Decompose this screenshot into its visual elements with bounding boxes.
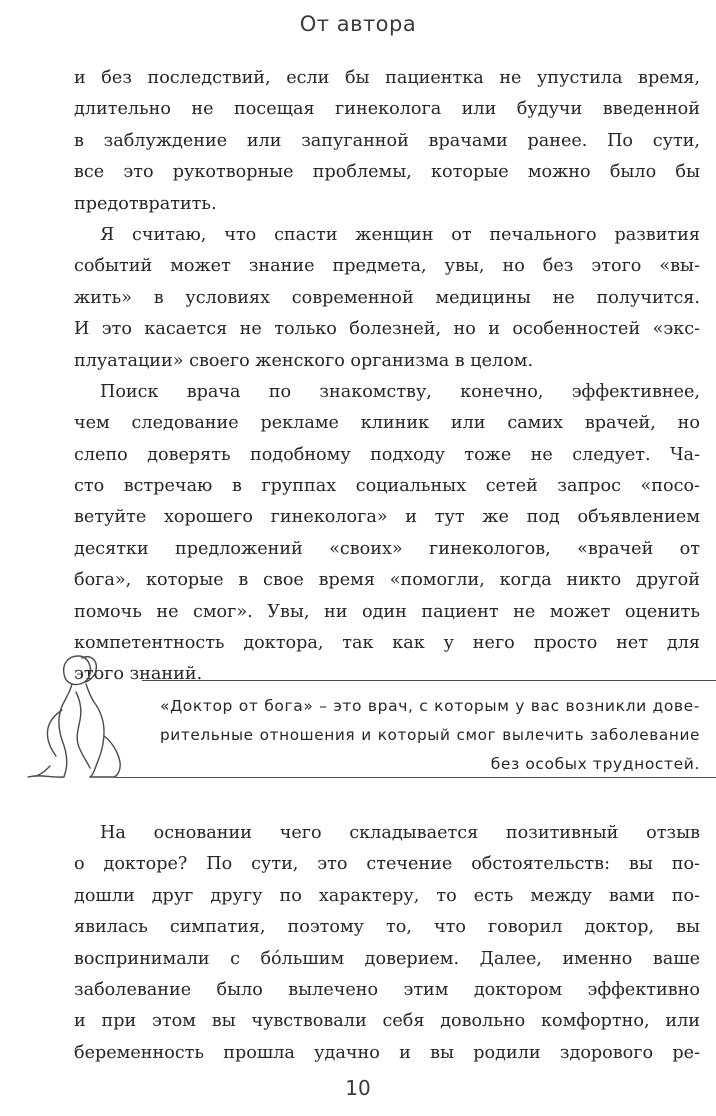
- text-line: беременность прошла удачно и вы родили здорового ре-: [74, 1042, 700, 1063]
- paragraph-first-line: На основании чего складывается позитивный отзыв: [100, 823, 700, 843]
- callout-bottom-rule: [116, 777, 716, 778]
- text-line: слепо доверять подобному подходу тоже не следует. Ча-: [74, 444, 700, 465]
- body-text-block-1: [74, 63, 700, 691]
- text-line: предотвратить.: [74, 193, 217, 214]
- text-line: в заблуждение или запуганной врачами ранее. По сути,: [74, 130, 700, 151]
- callout-box: [20, 650, 710, 785]
- text-line: этого знаний.: [74, 664, 203, 685]
- text-line: и без последствий, если бы пациентка не упустила время,: [74, 68, 700, 88]
- text-line: и при этом вы чувствовали себя довольно комфортно, или: [74, 1011, 700, 1032]
- paragraph-first-line: Я считаю, что спасти женщин от печального развития: [100, 224, 700, 245]
- text-line: И это касается не только болезней, но и особенностей «экс-: [74, 319, 700, 340]
- text-line: о докторе? По сути, это стечение обстоятельств: вы по-: [74, 854, 700, 875]
- text-line: сто встречаю в группах социальных сетей запрос «посо-: [74, 476, 700, 497]
- text-line: плуатации» своего женского организма в целом.: [74, 350, 534, 371]
- text-line: компетентность доктора, так как у него просто нет для: [74, 633, 700, 654]
- text-line: заболевание было вылечено этим доктором эффективно: [74, 979, 700, 1000]
- running-head: От автора: [299, 12, 417, 36]
- text-line: ветуйте хорошего гинеколога» и тут же под объявлением: [74, 507, 700, 528]
- callout-line: без особых трудностей.: [490, 755, 700, 773]
- text-line: все это рукотворные проблемы, которые можно было бы: [74, 162, 700, 183]
- callout-quote: [160, 692, 700, 779]
- text-line: длительно не посещая гинеколога или будучи введенной: [74, 99, 700, 120]
- text-line: событий может знание предмета, увы, но без этого «вы-: [74, 256, 700, 277]
- text-line: помочь не смог». Увы, ни один пациент не может оценить: [74, 601, 700, 622]
- text-line: бога», которые в свое время «помогли, когда никто другой: [74, 570, 700, 591]
- text-line: жить» в условиях современной медицины не получится.: [74, 287, 700, 308]
- callout-line: рительные отношения и который смог вылечить заболевание: [160, 726, 700, 744]
- callout-line: «Доктор от бога» – это врач, с которым у вас возникли дове-: [160, 697, 700, 715]
- woman-silhouette-icon: [20, 650, 150, 785]
- page-number: 10: [345, 1076, 371, 1100]
- text-line: десятки предложений «своих» гинекологов, «врачей от: [74, 538, 700, 559]
- callout-top-rule: [142, 680, 716, 681]
- body-text-block-2: [74, 818, 700, 1069]
- text-line: дошли друг другу по характеру, то есть между вами по-: [74, 885, 700, 906]
- text-line: воспринимали с бóльшим доверием. Далее, именно ваше: [74, 948, 700, 969]
- text-line: чем следование рекламе клиник или самих врачей, но: [74, 413, 700, 434]
- paragraph-first-line: Поиск врача по знакомству, конечно, эффективнее,: [100, 381, 700, 402]
- text-line: явилась симпатия, поэтому то, что говорил доктор, вы: [74, 917, 700, 938]
